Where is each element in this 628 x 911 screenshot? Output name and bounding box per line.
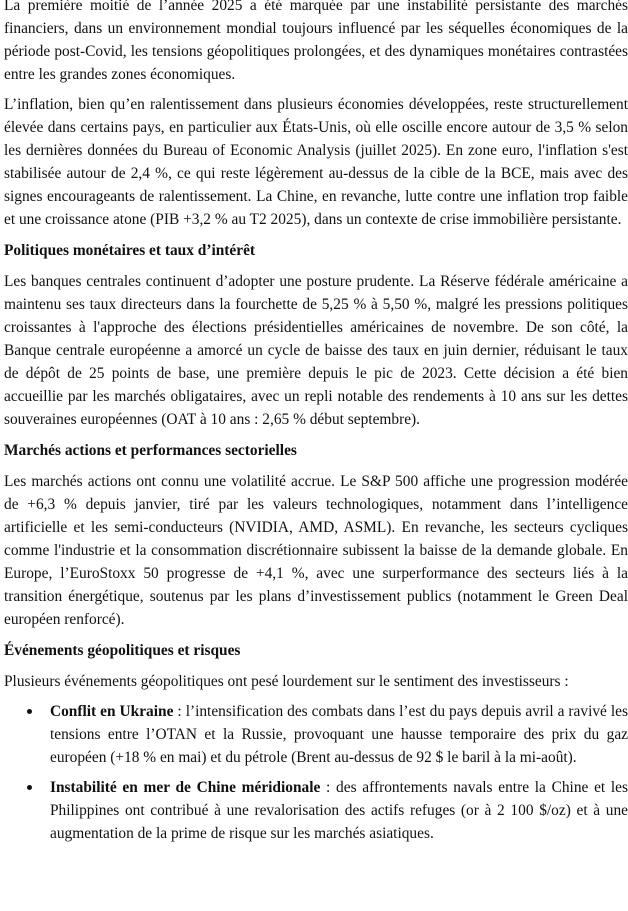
bullet-text: : des affrontements navals entre la Chine et les Philippines ont contribué à une revalorisation des actifs refuges (or à 2 100 $/oz) et à une augmentation de la prime de risque sur les marchés asiatiques. bbox=[50, 779, 628, 842]
bullet-icon bbox=[27, 709, 32, 714]
bullet-term: Instabilité en mer de Chine méridionale bbox=[50, 779, 321, 796]
geopolitics-bullet-list bbox=[4, 700, 628, 845]
bullet-icon bbox=[27, 785, 32, 790]
geopolitics-intro-paragraph: Plusieurs événements géopolitiques ont pesé lourdement sur le sentiment des investisseurs : bbox=[4, 673, 569, 690]
bullet-text: : l’intensification des combats dans l’est du pays depuis avril a ravivé les tensions entre l’OTAN et la Russie, provoquant une hausse temporaire des prix du gaz européen (+18 % en mai) et du pétrole (Brent au-dessus de 92 $ le baril à la mi-août). bbox=[50, 703, 628, 766]
document-page bbox=[4, 0, 628, 852]
equity-markets-heading: Marchés actions et performances sectorielles bbox=[4, 442, 297, 459]
geopolitics-heading: Événements géopolitiques et risques bbox=[4, 642, 241, 659]
intro-paragraph: La première moitié de l’année 2025 a été marquée par une instabilité persistante des marchés financiers, dans un environnement mondial toujours influencé par les séquelles économiques de la période post-Covid, les tensions géopolitiques prolongées, et des dynamiques monétaires contrastées entre les grandes zones économiques. bbox=[4, 0, 628, 83]
bullet-item-south-china-sea bbox=[4, 776, 628, 845]
inflation-paragraph: L’inflation, bien qu’en ralentissement dans plusieurs économies développées, reste structurellement élevée dans certains pays, en particulier aux États-Unis, où elle oscille encore autour de 3,5 % selon les dernières données du Bureau of Economic Analysis (juillet 2025). En zone euro, l'inflation s'est stabilisée autour de 2,4 %, ce qui reste légèrement au-dessus de la cible de la BCE, mais avec des signes encourageants de ralentissement. La Chine, en revanche, lutte contre une inflation trop faible et une croissance atone (PIB +3,2 % au T2 2025), dans un contexte de crise immobilière persistante. bbox=[4, 96, 628, 228]
monetary-policy-heading: Politiques monétaires et taux d’intérêt bbox=[4, 242, 256, 259]
bullet-item-ukraine bbox=[4, 700, 628, 769]
monetary-policy-paragraph: Les banques centrales continuent d’adopter une posture prudente. La Réserve fédérale américaine a maintenu ses taux directeurs dans la fourchette de 5,25 % à 5,50 %, malgré les pressions politiques croissantes à l'approche des élections présidentielles américaines de novembre. De son côté, la Banque centrale européenne a amorcé un cycle de baisse des taux en juin dernier, réduisant le taux de dépôt de 25 points de base, une première depuis le pic de 2023. Cette décision a été bien accueillie par les marchés obligataires, avec un repli notable des rendements à 10 ans sur les dettes souveraines européennes (OAT à 10 ans : 2,65 % début septembre). bbox=[4, 273, 628, 428]
equity-markets-paragraph: Les marchés actions ont connu une volatilité accrue. Le S&P 500 affiche une progression modérée de +6,3 % depuis janvier, tiré par les valeurs technologiques, notamment dans l’intelligence artificielle et les semi-conducteurs (NVIDIA, AMD, ASML). En revanche, les secteurs cycliques comme l'industrie et la consommation discrétionnaire subissent la baisse de la demande globale. En Europe, l’EuroStoxx 50 progresse de +4,1 %, avec une surperformance des secteurs liés à la transition énergétique, soutenus par les plans d’investissement publics (notamment le Green Deal européen renforcé). bbox=[4, 473, 628, 628]
bullet-term: Conflit en Ukraine bbox=[50, 703, 174, 720]
